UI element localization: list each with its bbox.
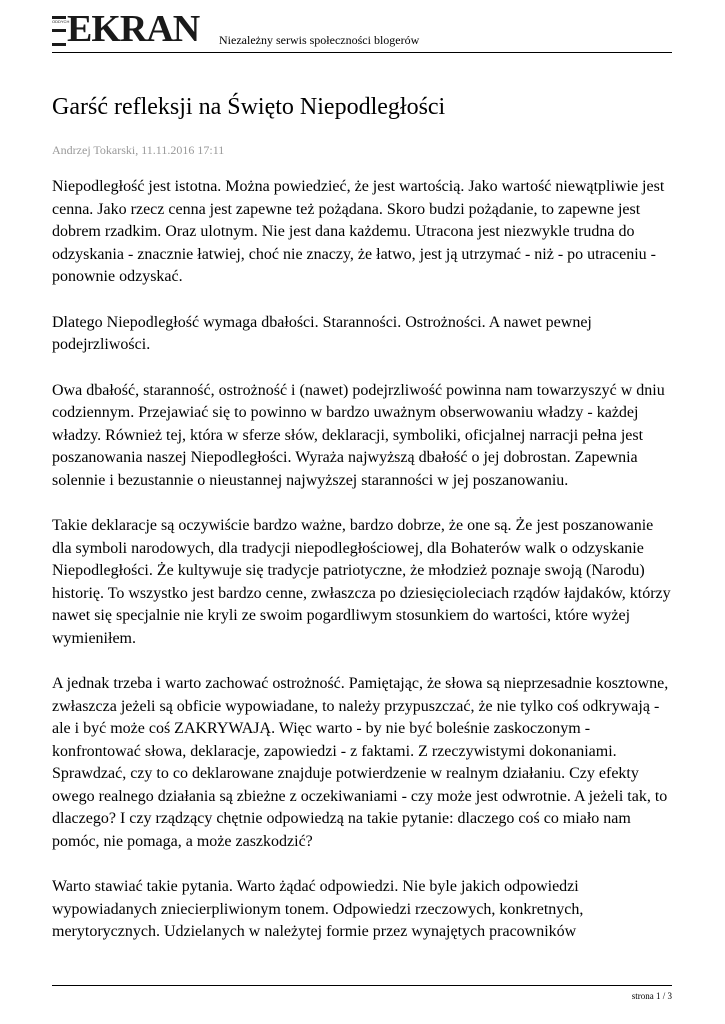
site-header	[52, 8, 672, 53]
article-meta: Andrzej Tokarski, 11.11.2016 17:11	[52, 143, 225, 157]
article-paragraph: Dlatego Niepodległość wymaga dbałości. Staranności. Ostrożności. A nawet pewnej podejrzliwości.	[52, 313, 592, 353]
article-paragraph: A jednak trzeba i warto zachować ostrożność. Pamiętając, że słowa są nieprzesadnie kosztowne, zwłaszcza jeżeli są obficie wypowiadane, to należy przypuszczać, że nie tylko coś odkrywają - ale i być może coś ZAKRYWAJĄ. Więc warto - by nie być boleśnie zaskoczonym - konfrontować słowa, deklaracje, zapowiedzi - z faktami. Z rzeczywistymi dokonaniami. Sprawdzać, czy to co deklarowane znajduje potwierdzenie w realnym działaniu. Czy efekty owego realnego działania są zbieżne z oczekiwaniami - czy może jest odwrotnie. A jeżeli tak, to dlaczego? I czy rządzący chętnie odpowiedzą na takie pytanie: dlaczego coś co miało nam pomóc, nie pomaga, a może zaszkodzić?	[52, 675, 669, 850]
article-paragraph: Owa dbałość, staranność, ostrożność i (nawet) podejrzliwość powinna nam towarzyszyć w dniu codziennym. Przejawiać się to powinno w bardzo uważnym obserwowaniu władzy - każdej władzy. Również tej, która w sferze słów, deklaracji, symboliki, oficjalnej narracji pełna jest poszanowania naszej Niepodległości. Wyraża najwyższą dbałość o jej dobrostan. Zapewnia solennie i bezustannie o nieustannej najwyższej staranności w jej poszanowaniu.	[52, 381, 665, 489]
logo-mark-icon	[52, 16, 70, 46]
article-paragraph: Takie deklaracje są oczywiście bardzo ważne, bardzo dobrze, że one są. Że jest poszanowanie dla symboli narodowych, dla tradycji niepodległościowej, dla Bohaterów walk o odzyskanie Niepodległości. Że kultywuje się tradycje patriotyczne, że młodzież poznaje swoją (Narodu) historię. To wszystko jest bardzo cenne, zwłaszcza po dziesięcioleciach rządów łajdaków, którzy nawet się specjalnie nie kryli ze swoim pogardliwym stosunkiem do wartości, które wyżej wymieniłem.	[52, 517, 671, 647]
logo-text: EKRAN	[67, 8, 200, 50]
article-paragraph: Warto stawiać takie pytania. Warto żądać odpowiedzi. Nie byle jakich odpowiedzi wypowiadanych zniecierpliwionym tonem. Odpowiedzi rzeczowych, konkretnych, merytorycznych. Udzielanych w należytej formie przez wynajętych pracowników	[52, 878, 584, 940]
article-body	[52, 176, 674, 967]
logo-mark-text: ODDYCH	[52, 19, 70, 24]
article-paragraph: Niepodległość jest istotna. Można powiedzieć, że jest wartością. Jako wartość niewątpliwie jest cenna. Jako rzecz cenna jest zapewne też pożądana. Skoro budzi pożądanie, to zapewne jest dobrem rzadkim. Oraz ulotnym. Nie jest dana każdemu. Utracona jest niezwykle trudna do odzyskania - znacznie łatwiej, choć nie znaczy, że łatwo, jest ją utrzymać - niż - po utraceniu - ponownie odzyskać.	[52, 178, 665, 285]
article-title: Garść refleksji na Święto Niepodległości	[52, 94, 446, 120]
page-footer	[52, 985, 672, 1006]
page-number: strona 1 / 3	[631, 991, 672, 1001]
site-tagline: Niezależny serwis społeczności blogerów	[219, 33, 420, 47]
site-logo[interactable]	[52, 8, 200, 52]
